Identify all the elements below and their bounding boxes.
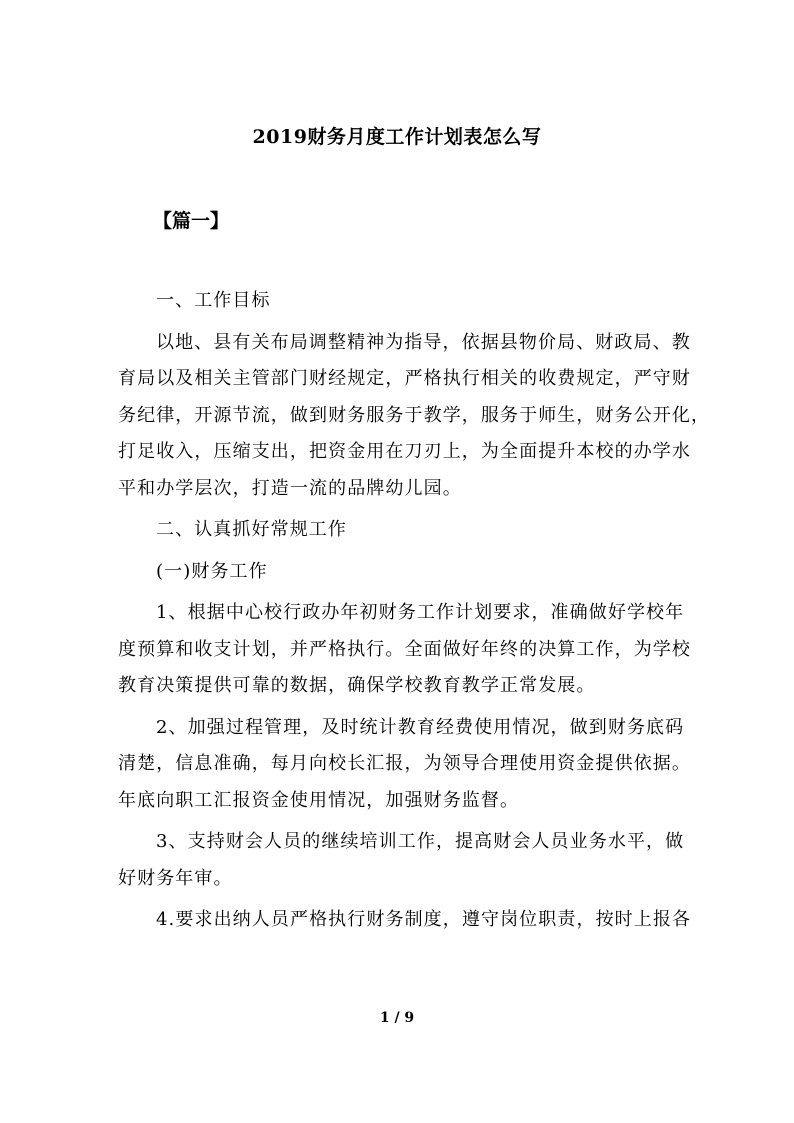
text-line: 2、加强过程管理，及时统计教育经费使用情况，做到财务底码: [156, 716, 685, 738]
text-line: 打足收入，压缩支出，把资金用在刀刃上，为全面提升本校的办学水: [118, 441, 691, 462]
text-line: 平和办学层次，打造一流的品牌幼儿园。: [118, 477, 462, 499]
text-line: 4.要求出纳人员严格执行财务制度，遵守岗位职责，按时上报各: [156, 909, 692, 930]
section-heading: 【篇一】: [153, 210, 230, 232]
text-line: 年底向职工汇报资金使用情况，加强财务监督。: [118, 789, 520, 811]
text-line: 度预算和收支计划，并严格执行。全面做好年终的决算工作，为学校: [118, 638, 691, 660]
paragraph: [118, 595, 691, 705]
text-line: 好财务年审。: [118, 867, 233, 889]
text-line: 二、认真抓好常规工作: [156, 519, 347, 540]
text-line: 以地、县有关布局调整精神为指导，依据县物价局、财政局、教: [156, 331, 691, 353]
paragraph: [118, 554, 684, 591]
document-title: 2019财务月度工作计划表怎么写: [252, 126, 542, 148]
document-body: [118, 283, 711, 944]
text-line: (一)财务工作: [156, 560, 268, 582]
text-line: 育局以及相关主管部门财经规定，严格执行相关的收费规定，严守财: [118, 368, 691, 389]
paragraph: [118, 512, 684, 549]
text-line: 1、根据中心校行政办年初财务工作计划要求，准确做好学校年: [156, 602, 685, 623]
text-line: 清楚，信息准确，每月向校长汇报，为领导合理使用资金提供依据。: [118, 753, 691, 774]
text-line: 务纪律，开源节流，做到财务服务于教学，服务于师生，财务公开化，: [118, 404, 711, 426]
page-number: 1 / 9: [379, 1010, 415, 1026]
text-line: 教育决策提供可靠的数据，确保学校教育教学正常发展。: [118, 675, 596, 696]
paragraph: [118, 325, 711, 508]
text-line: 一、工作目标: [156, 290, 271, 311]
paragraph: [118, 710, 691, 820]
paragraph: [118, 902, 692, 939]
paragraph: [118, 824, 684, 897]
text-line: 3、支持财会人员的继续培训工作，提高财会人员业务水平，做: [156, 831, 685, 852]
paragraph: [118, 283, 684, 320]
